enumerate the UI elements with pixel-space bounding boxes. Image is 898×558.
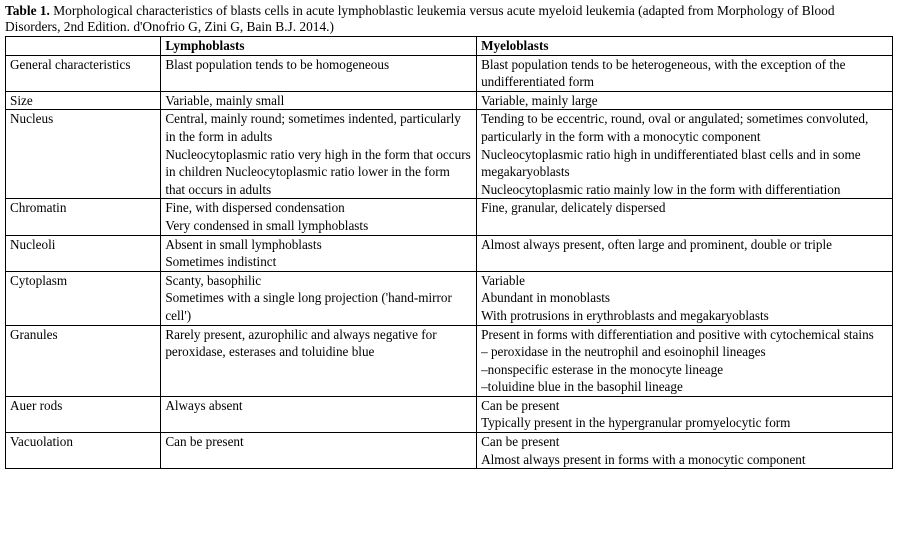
lymphoblast-text: Nucleocytoplasmic ratio very high in the form that occurs in children Nucleocytoplasmic ratio lower in the form that occurs in adults	[165, 146, 471, 197]
table-row	[6, 396, 893, 432]
lymphoblast-cell	[161, 396, 477, 432]
myeloblast-text: Can be present	[481, 397, 560, 413]
myeloblast-cell	[477, 91, 893, 110]
row-feature-cell: General characteristics	[6, 55, 161, 91]
header-cell-feature	[6, 37, 161, 56]
table-row	[6, 199, 893, 235]
myeloblast-text: Blast population tends to be heterogeneous, with the exception of the undifferentiated form	[481, 56, 846, 90]
table-row	[6, 271, 893, 325]
row-feature-cell: Auer rods	[6, 396, 161, 432]
myeloblast-text: Nucleocytoplasmic ratio high in undifferentiated blast cells and in some megakaryoblasts	[481, 146, 861, 180]
lymphoblast-text: Very condensed in small lymphoblasts	[165, 217, 369, 233]
myeloblast-cell	[477, 325, 893, 396]
myeloblast-cell	[477, 396, 893, 432]
row-feature-cell: Nucleus	[6, 110, 161, 199]
lymphoblast-cell	[161, 55, 477, 91]
lymphoblast-text: Rarely present, azurophilic and always negative for peroxidase, esterases and toluidine blue	[165, 326, 437, 360]
myeloblast-cell	[477, 235, 893, 271]
lymphoblast-text: Fine, with dispersed condensation	[165, 200, 345, 216]
lymphoblast-cell	[161, 235, 477, 271]
myeloblast-text: Variable	[481, 272, 525, 288]
lymphoblast-text: Sometimes with a single long projection ('hand-mirror cell')	[165, 290, 452, 323]
row-feature-cell: Cytoplasm	[6, 271, 161, 325]
table-row	[6, 325, 893, 396]
lymphoblast-text: Always absent	[165, 397, 243, 413]
row-feature-cell: Size	[6, 91, 161, 110]
myeloblast-cell	[477, 271, 893, 325]
myeloblast-text: Typically present in the hypergranular promyelocytic form	[481, 415, 791, 431]
myeloblast-cell	[477, 433, 893, 469]
lymphoblast-cell	[161, 271, 477, 325]
lymphoblast-text: Scanty, basophilic	[165, 272, 262, 288]
table-caption-label: Table 1.	[5, 3, 50, 18]
myeloblast-text: Present in forms with differentiation and positive with cytochemical stains	[481, 326, 874, 342]
myeloblast-text: Tending to be eccentric, round, oval or angulated; sometimes convoluted, particularly in the form with a monocytic component	[481, 111, 869, 144]
row-feature-cell: Granules	[6, 325, 161, 396]
lymphoblast-cell	[161, 91, 477, 110]
myeloblast-text: Fine, granular, delicately dispersed	[481, 200, 666, 216]
myeloblast-text: –nonspecific esterase in the monocyte lineage	[481, 361, 724, 377]
lymphoblast-text: Central, mainly round; sometimes indented, particularly in the form in adults	[165, 111, 461, 144]
lymphoblast-text: Blast population tends to be homogeneous	[165, 56, 390, 72]
table-row	[6, 55, 893, 91]
myeloblast-text: Variable, mainly large	[481, 92, 598, 108]
myeloblast-cell	[477, 55, 893, 91]
myeloblast-text: Almost always present, often large and prominent, double or triple	[481, 236, 833, 252]
myeloblast-text: Nucleocytoplasmic ratio mainly low in the form with differentiation	[481, 181, 841, 197]
lymphoblast-text: Variable, mainly small	[165, 92, 285, 108]
myeloblast-text: –toluidine blue in the basophil lineage	[481, 379, 683, 395]
lymphoblast-cell	[161, 110, 477, 199]
myeloblast-text: With protrusions in erythroblasts and megakaryoblasts	[481, 307, 769, 323]
table-row	[6, 110, 893, 199]
table-body	[6, 55, 893, 469]
lymphoblast-text: Absent in small lymphoblasts	[165, 236, 322, 252]
myeloblast-text: Can be present	[481, 434, 560, 450]
table-caption-text: Morphological characteristics of blasts cells in acute lymphoblastic leukemia versus acute myeloid leukemia (adapted from Morphology of Blood Disorders, 2nd Edition. d'Onofrio G, Zini G, Bain B.J. 2014.)	[5, 3, 835, 34]
myeloblast-text: Abundant in monoblasts	[481, 290, 611, 306]
table-row	[6, 433, 893, 469]
row-feature-cell: Nucleoli	[6, 235, 161, 271]
myeloblast-cell	[477, 199, 893, 235]
myeloblast-text: Almost always present in forms with a monocytic component	[481, 451, 806, 467]
lymphoblast-cell	[161, 325, 477, 396]
lymphoblast-cell	[161, 199, 477, 235]
lymphoblast-text: Sometimes indistinct	[165, 254, 277, 270]
table-row	[6, 91, 893, 110]
lymphoblast-text: Can be present	[165, 434, 244, 450]
table-row	[6, 235, 893, 271]
table-caption	[5, 3, 893, 34]
myeloblast-cell	[477, 110, 893, 199]
header-row	[6, 37, 893, 56]
comparison-table	[5, 36, 893, 469]
row-feature-cell: Chromatin	[6, 199, 161, 235]
header-cell-myeloblasts: Myeloblasts	[477, 37, 893, 56]
lymphoblast-cell	[161, 433, 477, 469]
myeloblast-text: – peroxidase in the neutrophil and esoinophil lineages	[481, 344, 766, 360]
header-cell-lymphoblasts: Lymphoblasts	[161, 37, 477, 56]
row-feature-cell: Vacuolation	[6, 433, 161, 469]
